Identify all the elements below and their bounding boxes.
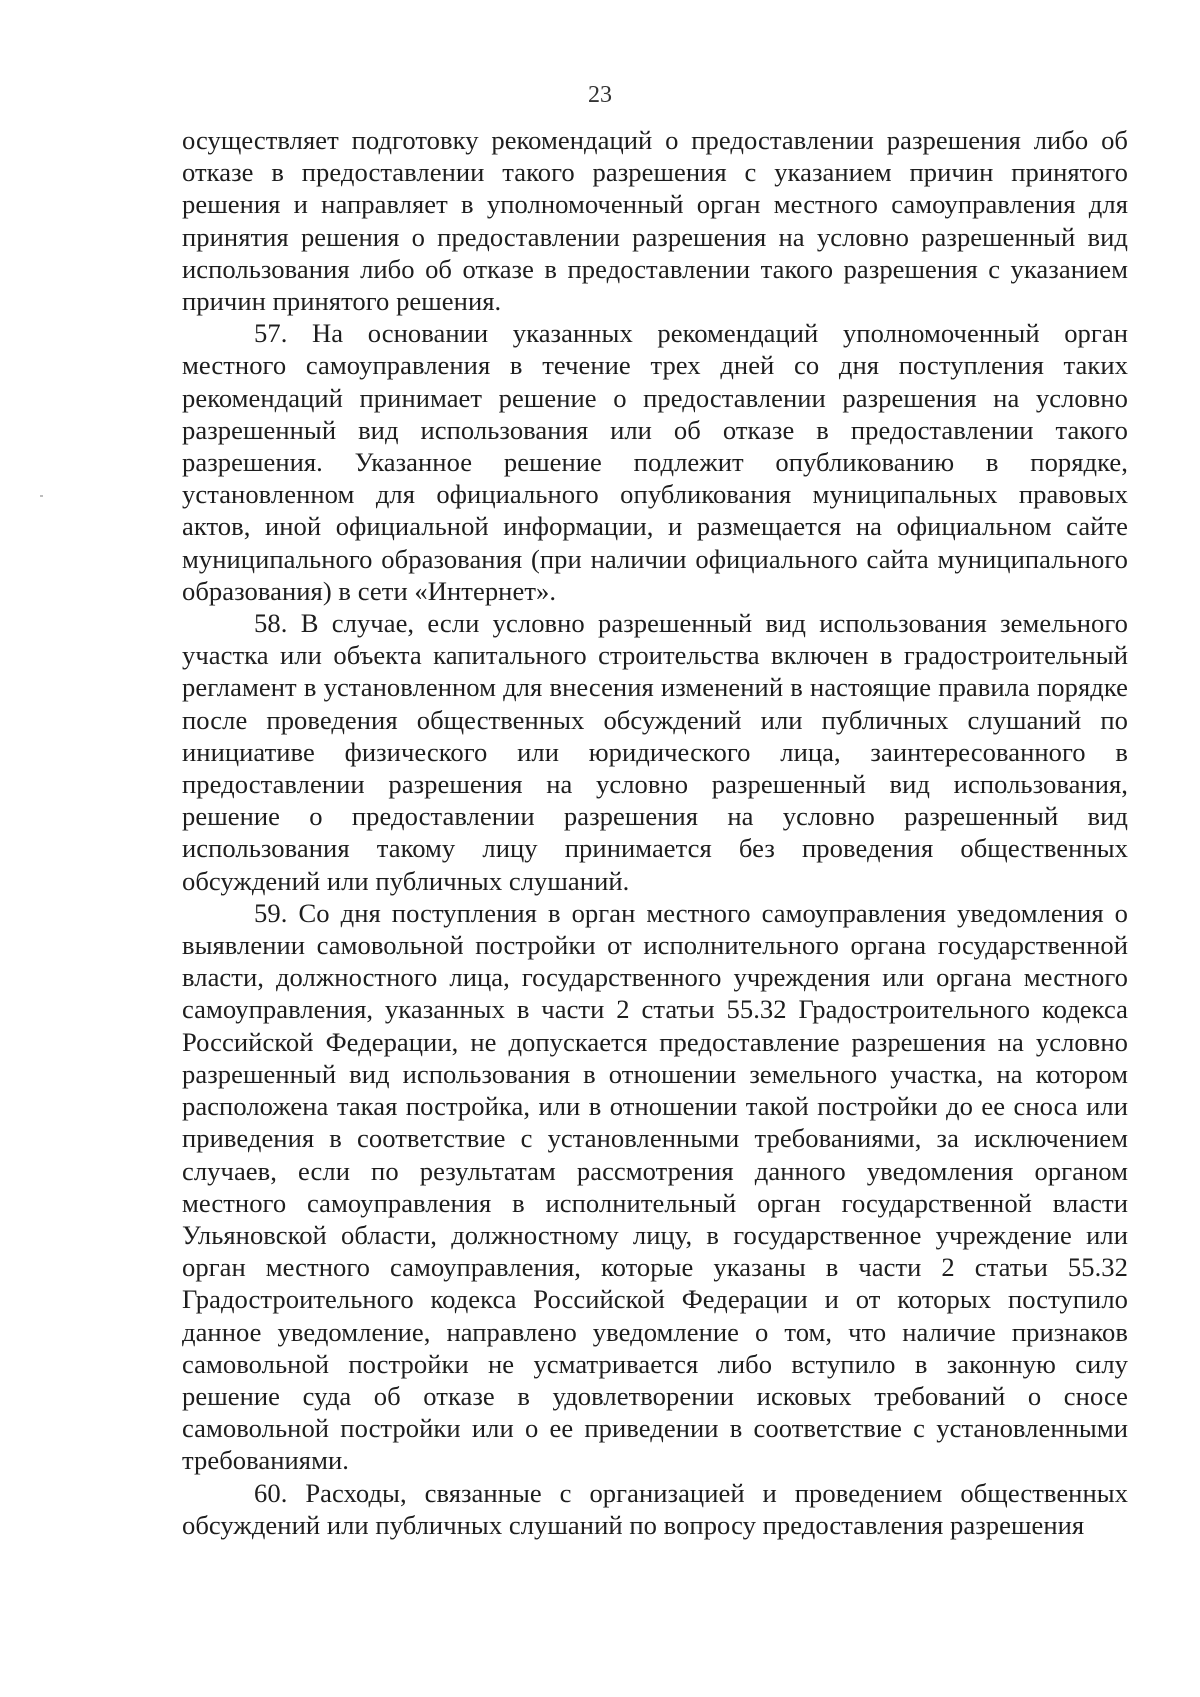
paragraph-continuation <box>182 124 1128 317</box>
paragraph-58 <box>182 607 1128 897</box>
paragraph-text: осуществляет подготовку рекомендаций о предоставлении разрешения либо об отказе в предоставлении такого разрешения с указанием причин принятого решения и направляет в уполномоченный орган местного самоуправления для принятия решения о предоставлении разрешения на условно разрешенный вид использования либо об отказе в предоставлении такого разрешения с указанием причин принятого решения. <box>182 125 1128 317</box>
page-number: 23 <box>588 82 612 108</box>
paragraph-number: 59. <box>254 897 288 928</box>
paragraph-60 <box>182 1477 1128 1541</box>
document-body <box>182 124 1128 1541</box>
paragraph-number: 58. <box>254 608 288 639</box>
paragraph-text: Расходы, связанные с организацией и проведением общественных обсуждений или публичных слушаний по вопросу предоставления разрешения <box>182 1477 1128 1540</box>
paragraph-text: В случае, если условно разрешенный вид использования земельного участка или объекта капитального строительства включен в градостроительный регламент в установленном для внесения изменений в настоящие правила порядке после проведения общественных обсуждений или публичных слушаний по инициативе физического или юридического лица, заинтересованного в предоставлении разрешения на условно разрешенный вид использования, решение о предоставлении разрешения на условно разрешенный вид использования такому лицу принимается без проведения общественных обсуждений или публичных слушаний. <box>182 608 1129 896</box>
scan-artifact <box>40 495 43 497</box>
paragraph-number: 60. <box>254 1477 288 1508</box>
paragraph-number: 57. <box>254 318 288 349</box>
paragraph-text: Со дня поступления в орган местного самоуправления уведомления о выявлении самовольной постройки от исполнительного органа государственной власти, должностного лица, государственного учреждения или органа местного самоуправления, указанных в части 2 статьи 55.32 Градостроительного кодекса Российской Федерации, не допускается предоставление разрешения на условно разрешенный вид использования в отношении земельного участка, на котором расположена такая постройка, или в отношении такой постройки до ее сноса или приведения в соответствие с установленными требованиями, за исключением случаев, если по результатам рассмотрения данного уведомления органом местного самоуправления в исполнительный орган государственной власти Ульяновской области, должностному лицу, в государственное учреждение или орган местного самоуправления, которые указаны в части 2 статьи 55.32 Градостроительного кодекса Российской Федерации и от которых поступило данное уведомление, направлено уведомление о том, что наличие признаков самовольной постройки не усматривается либо вступило в законную силу решение суда об отказе в удовлетворении исковых требований о сносе самовольной постройки или о ее приведении в соответствие с установленными требованиями. <box>182 897 1129 1476</box>
paragraph-57 <box>182 317 1128 607</box>
paragraph-59 <box>182 897 1128 1477</box>
paragraph-text: На основании указанных рекомендаций уполномоченный орган местного самоуправления в течение трех дней со дня поступления таких рекомендаций принимает решение о предоставлении разрешения на условно разрешенный вид использования или об отказе в предоставлении такого разрешения. Указанное решение подлежит опубликованию в порядке, установленном для официального опубликования муниципальных правовых актов, иной официальной информации, и размещается на официальном сайте муниципального образования (при наличии официального сайта муниципального образования) в сети «Интернет». <box>182 318 1128 606</box>
